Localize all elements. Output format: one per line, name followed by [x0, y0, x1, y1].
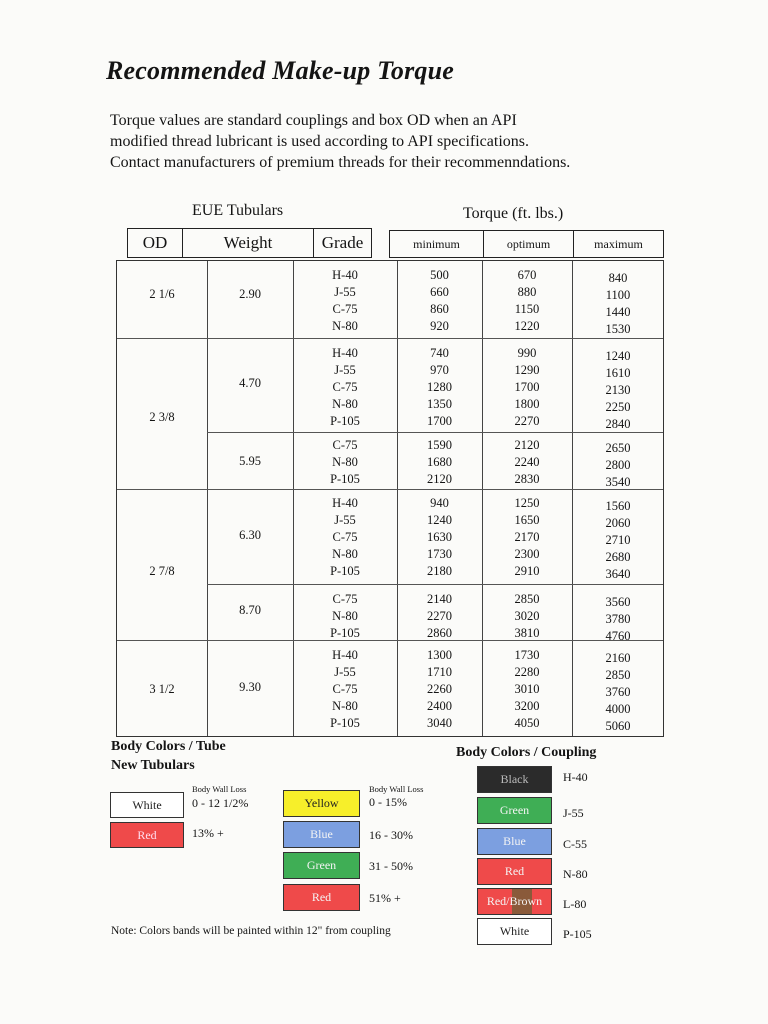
- grade-cell: C-75: [332, 302, 358, 316]
- header-box-tubulars: [127, 228, 372, 258]
- intro-line: Contact manufacturers of premium threads for their recommenndations.: [110, 154, 571, 171]
- intro-line: Torque values are standard couplings and box OD when an API: [110, 112, 517, 129]
- grade-cell: J-55: [334, 513, 356, 527]
- max-cell: 1610: [605, 366, 631, 380]
- row-divider: [207, 584, 663, 585]
- tube-range: 31 - 50%: [369, 859, 413, 873]
- min-cell-group: [397, 437, 482, 488]
- max-cell: 2680: [605, 550, 631, 564]
- header-optimum: optimum: [484, 231, 574, 257]
- opt-cell: 3010: [514, 682, 540, 696]
- min-cell: 1630: [427, 530, 452, 544]
- intro-line: modified thread lubricant is used according to API specifications.: [110, 133, 529, 150]
- coupling-grade: N-80: [563, 867, 588, 881]
- opt-cell: 2170: [514, 530, 540, 544]
- max-cell: 5060: [605, 719, 631, 733]
- opt-cell: 1150: [514, 302, 540, 316]
- header-minimum: minimum: [390, 231, 484, 257]
- coupling-swatch-green: Green: [477, 797, 552, 824]
- min-cell: 1590: [427, 438, 452, 452]
- max-cell: 4000: [605, 702, 631, 716]
- max-cell: 2250: [605, 400, 631, 414]
- header-od: OD: [128, 229, 183, 257]
- max-cell: 2710: [605, 533, 631, 547]
- tube-range: 16 - 30%: [369, 828, 413, 842]
- max-cell-group: [572, 650, 664, 735]
- max-cell: 2840: [605, 417, 631, 431]
- opt-cell: 4050: [514, 716, 540, 730]
- opt-cell: 3020: [514, 609, 540, 623]
- min-cell: 860: [430, 302, 449, 316]
- coupling-grade: L-80: [563, 897, 587, 911]
- opt-cell: 2850: [514, 592, 540, 606]
- opt-cell: 1800: [514, 397, 540, 411]
- min-cell: 920: [430, 319, 449, 333]
- max-cell: 3540: [605, 475, 631, 489]
- min-cell: 2120: [427, 472, 452, 486]
- coupling-swatch-white: White: [477, 918, 552, 945]
- footer-note: Note: Colors bands will be painted within 12" from coupling: [111, 925, 391, 937]
- od-cell: 2 7/8: [149, 564, 175, 578]
- grade-cell: P-105: [330, 564, 360, 578]
- max-cell: 3760: [605, 685, 631, 699]
- grade-cell: P-105: [330, 626, 360, 640]
- max-cell-group: [572, 348, 664, 433]
- min-cell: 940: [430, 496, 449, 510]
- min-cell: 740: [430, 346, 449, 360]
- opt-cell: 3200: [514, 699, 540, 713]
- opt-cell: 880: [517, 285, 537, 299]
- grade-cell-group: [293, 647, 397, 732]
- wall-loss-label: Body Wall Loss: [369, 784, 424, 794]
- weight-cell: 4.70: [239, 376, 261, 390]
- grade-cell: C-75: [332, 682, 358, 696]
- min-cell: 500: [430, 268, 449, 282]
- weight-cell: 5.95: [239, 454, 261, 468]
- opt-cell: 2280: [514, 665, 540, 679]
- max-cell: 1530: [605, 322, 631, 336]
- tube-swatch-red: Red: [110, 822, 184, 848]
- tube-legend-subtitle: New Tubulars: [111, 758, 195, 773]
- grade-cell: H-40: [332, 268, 358, 282]
- grade-cell: P-105: [330, 414, 360, 428]
- max-cell: 2130: [605, 383, 631, 397]
- opt-cell-group: [482, 495, 572, 580]
- min-cell-group: [397, 647, 482, 732]
- weight-cell: 9.30: [239, 680, 261, 694]
- max-cell: 1100: [605, 288, 631, 302]
- grade-cell-group: [293, 437, 397, 488]
- max-cell-group: [572, 498, 664, 583]
- opt-cell: 1650: [514, 513, 540, 527]
- max-cell: 1560: [605, 499, 631, 513]
- tube-range: 13% +: [192, 826, 224, 840]
- min-cell: 1240: [427, 513, 452, 527]
- grade-cell: J-55: [334, 285, 356, 299]
- coupling-swatch-red: Red: [477, 858, 552, 885]
- coupling-grade: H-40: [563, 770, 588, 784]
- max-cell: 1440: [605, 305, 631, 319]
- min-cell-group: [397, 345, 482, 430]
- grade-cell-group: [293, 591, 397, 642]
- grade-cell-group: [293, 345, 397, 430]
- opt-cell: 2300: [514, 547, 540, 561]
- wall-loss-label: Body Wall Loss: [192, 784, 247, 794]
- opt-cell-group: [482, 345, 572, 430]
- grade-cell-group: [293, 495, 397, 580]
- min-cell-group: [397, 495, 482, 580]
- opt-cell: 2270: [514, 414, 540, 428]
- col-divider: [207, 261, 208, 736]
- max-cell: 2800: [605, 458, 631, 472]
- max-cell: 2060: [605, 516, 631, 530]
- opt-cell: 990: [517, 346, 537, 360]
- min-cell: 1350: [427, 397, 452, 411]
- grade-cell: C-75: [332, 592, 358, 606]
- grade-cell: J-55: [334, 363, 356, 377]
- coupling-grade: C-55: [563, 837, 587, 851]
- tube-range: 0 - 12 1/2%: [192, 796, 249, 810]
- opt-cell: 1700: [514, 380, 540, 394]
- grade-cell: H-40: [332, 346, 358, 360]
- max-cell: 3780: [605, 612, 631, 626]
- grade-cell: N-80: [332, 609, 358, 623]
- weight-cell: 6.30: [239, 528, 261, 542]
- min-cell: 2140: [427, 592, 452, 606]
- grade-cell: C-75: [332, 380, 358, 394]
- grade-cell: N-80: [332, 455, 358, 469]
- grade-cell: P-105: [330, 716, 360, 730]
- grade-cell: P-105: [330, 472, 360, 486]
- opt-cell-group: [482, 591, 572, 642]
- tube-swatch-yellow: Yellow: [283, 790, 360, 817]
- header-maximum: maximum: [594, 236, 643, 251]
- max-cell: 1240: [605, 349, 631, 363]
- min-cell: 1680: [427, 455, 452, 469]
- min-cell: 2400: [427, 699, 452, 713]
- min-cell-group: [397, 267, 482, 335]
- group-label-eue-tubulars: EUE Tubulars: [192, 202, 284, 219]
- opt-cell: 1220: [514, 319, 540, 333]
- min-cell: 2260: [427, 682, 452, 696]
- max-cell: 2850: [605, 668, 631, 682]
- coupling-grade: J-55: [563, 806, 584, 820]
- opt-cell-group: [482, 267, 572, 335]
- grade-cell: C-75: [332, 530, 358, 544]
- min-cell-group: [397, 591, 482, 642]
- opt-cell: 2120: [514, 438, 540, 452]
- opt-cell-group: [482, 437, 572, 488]
- opt-cell: 1250: [514, 496, 540, 510]
- opt-cell-group: [482, 647, 572, 732]
- max-cell-group: [572, 270, 664, 338]
- tube-legend-title: Body Colors / Tube: [111, 739, 226, 754]
- group-label-torque: Torque (ft. lbs.): [463, 205, 564, 222]
- min-cell: 970: [430, 363, 449, 377]
- page-title: Recommended Make-up Torque: [106, 56, 454, 85]
- opt-cell: 2240: [514, 455, 540, 469]
- grade-cell: J-55: [334, 665, 356, 679]
- torque-table: [116, 260, 664, 737]
- grade-cell: N-80: [332, 699, 358, 713]
- max-cell-group: [572, 440, 664, 491]
- grade-cell: N-80: [332, 547, 358, 561]
- max-cell: 3640: [605, 567, 631, 581]
- opt-cell: 2910: [514, 564, 540, 578]
- grade-cell: N-80: [332, 319, 358, 333]
- header-weight: Weight: [183, 229, 314, 257]
- tube-swatch-blue: Blue: [283, 821, 360, 848]
- row-divider: [117, 338, 663, 339]
- max-cell: 4760: [605, 629, 631, 643]
- max-cell: 2650: [605, 441, 631, 455]
- opt-cell: 2830: [514, 472, 540, 486]
- opt-cell: 670: [517, 268, 537, 282]
- grade-cell: N-80: [332, 397, 358, 411]
- od-cell: 3 1/2: [149, 682, 175, 696]
- min-cell: 1710: [427, 665, 452, 679]
- min-cell: 1300: [427, 648, 452, 662]
- min-cell: 2860: [427, 626, 452, 640]
- tube-swatch-red: Red: [283, 884, 360, 911]
- min-cell: 3040: [427, 716, 452, 730]
- min-cell: 2270: [427, 609, 452, 623]
- min-cell: 1280: [427, 380, 452, 394]
- opt-cell: 1290: [514, 363, 540, 377]
- tube-range: 51% +: [369, 891, 401, 905]
- od-cell: 2 3/8: [149, 410, 175, 424]
- opt-cell: 1730: [514, 648, 540, 662]
- tube-range: 0 - 15%: [369, 795, 407, 809]
- coupling-swatch-red-brown: Red/Brown: [477, 888, 552, 915]
- weight-cell: 2.90: [239, 287, 261, 301]
- coupling-legend-title: Body Colors / Coupling: [456, 745, 597, 760]
- weight-cell: 8.70: [239, 603, 261, 617]
- tube-swatch-white: White: [110, 792, 184, 818]
- max-cell: 3560: [605, 595, 631, 609]
- od-cell: 2 1/6: [149, 287, 175, 301]
- min-cell: 1700: [427, 414, 452, 428]
- tube-swatch-green: Green: [283, 852, 360, 879]
- grade-cell-group: [293, 267, 397, 335]
- max-cell-group: [572, 594, 664, 645]
- coupling-grade: P-105: [563, 927, 592, 941]
- min-cell: 2180: [427, 564, 452, 578]
- min-cell: 1730: [427, 547, 452, 561]
- grade-cell: H-40: [332, 496, 358, 510]
- max-cell: 840: [608, 271, 628, 285]
- header-grade: Grade: [321, 233, 364, 252]
- coupling-swatch-blue: Blue: [477, 828, 552, 855]
- coupling-swatch-black: Black: [477, 766, 552, 793]
- header-box-torque: [389, 230, 664, 258]
- intro-paragraph: [110, 110, 570, 173]
- opt-cell: 3810: [514, 626, 540, 640]
- min-cell: 660: [430, 285, 449, 299]
- max-cell: 2160: [605, 651, 631, 665]
- grade-cell: C-75: [332, 438, 358, 452]
- grade-cell: H-40: [332, 648, 358, 662]
